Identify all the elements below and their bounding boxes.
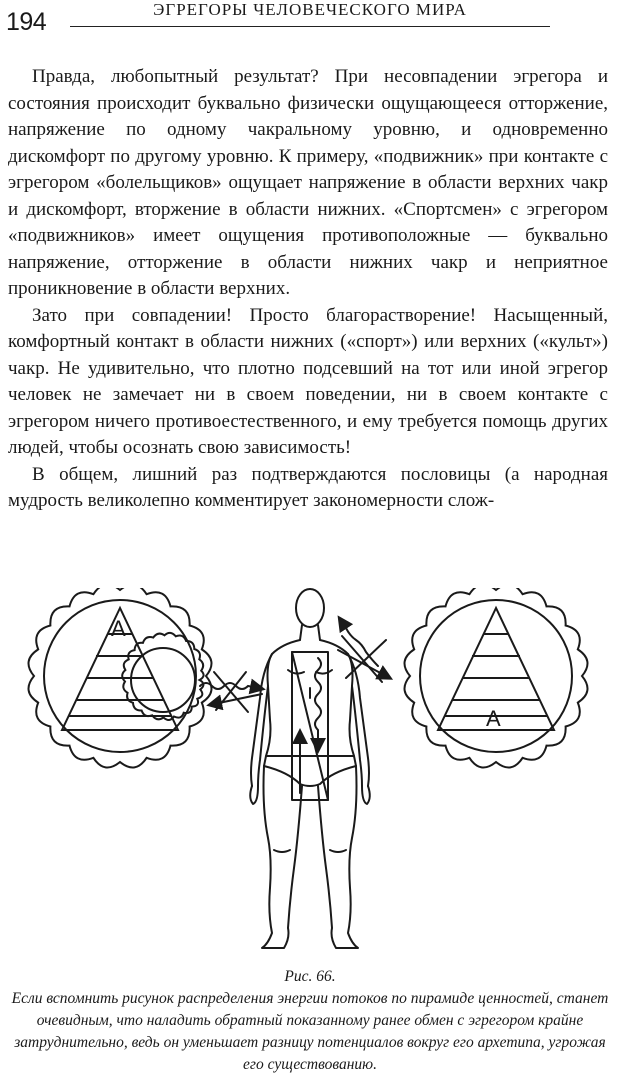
figure-illustration: [0, 588, 620, 958]
wavy-downward-arrow: [315, 658, 321, 746]
left-blocked-exchange: [200, 672, 262, 712]
figure-left-arm: [251, 654, 272, 786]
paragraph: Правда, любопытный результат? При несовпадении эгрегора и состояния происходит буквально физически ощущающееся отторжение, напряжение по одному чакральному уровню, и одновременно дискомфорт по другому уровню. К примеру, «подвижник» при контакте с эгрегором «болельщиков» ощущает напряжение в области верхних чакр и дискомфорт, вторжение в области нижних. «Спортсмен» с эгрегором «подвижников» имеет ощущения противоположные — буквально напряжение, отторжение в области нижних чакр и неприятное проникновение в области верхних.: [8, 66, 608, 299]
figure-left-leg: [262, 766, 302, 948]
left-pyramid-letter: A: [111, 616, 126, 641]
left-inner-circle: [131, 648, 195, 712]
right-cross: [342, 636, 386, 682]
figure-knees: [274, 850, 346, 852]
figure-left-hand: [250, 786, 258, 804]
left-wavy-flow: [200, 683, 258, 689]
page-number: 194: [6, 8, 47, 36]
left-pyramid-levels: [68, 634, 172, 716]
right-pyramid-levels: [444, 634, 548, 716]
figure-right-leg: [318, 766, 358, 948]
paragraph: Зато при совпадении! Просто благорастворение! Насыщенный, комфортный контакт в области нижних («спорт») или верхних («культ») чакр. Не удивительно, что плотно подсевший на тот или иной эгрегор человек не замечает ни в своем поведении, ни в своем контакте с эгрегором ничего противоестественного, и ему требуется помощь других людей, чтобы осознать свою зависимость!: [8, 304, 608, 458]
right-pyramid-letter: A: [486, 706, 501, 731]
running-title: ЭГРЕГОРЫ ЧЕЛОВЕЧЕСКОГО МИРА: [153, 0, 467, 19]
figure-torso: [264, 640, 356, 766]
figure-caption: [4, 966, 616, 1076]
right-wavy-flow: [342, 622, 378, 666]
figure-chest: [288, 670, 332, 698]
left-egregor-medallion: [122, 633, 203, 720]
figure-66: [0, 588, 620, 958]
paragraph: В общем, лишний раз подтверждаются пословицы (а народная мудрость великолепно комментирует закономерности слож-: [8, 463, 608, 511]
human-figure: [250, 589, 370, 948]
page-header: [0, 0, 620, 42]
body-text: [8, 64, 608, 515]
caption-title: Рис. 66.: [284, 968, 336, 985]
figure-right-hand: [362, 786, 370, 804]
figure-briefs: [264, 756, 356, 786]
header-rule: [70, 26, 550, 27]
figure-head: [296, 589, 324, 627]
left-cross: [214, 672, 248, 712]
caption-text: Если вспомнить рисунок распределения энергии потоков по пирамиде ценностей, станет очевидным, что наладить обратный показанному ранее обмен с эгрегором крайне затруднительно, ведь он уменьшает разницу потенциалов вокруг его архетипа, угрожая его существованию.: [11, 990, 609, 1073]
left-scalloped-border: [122, 633, 203, 720]
